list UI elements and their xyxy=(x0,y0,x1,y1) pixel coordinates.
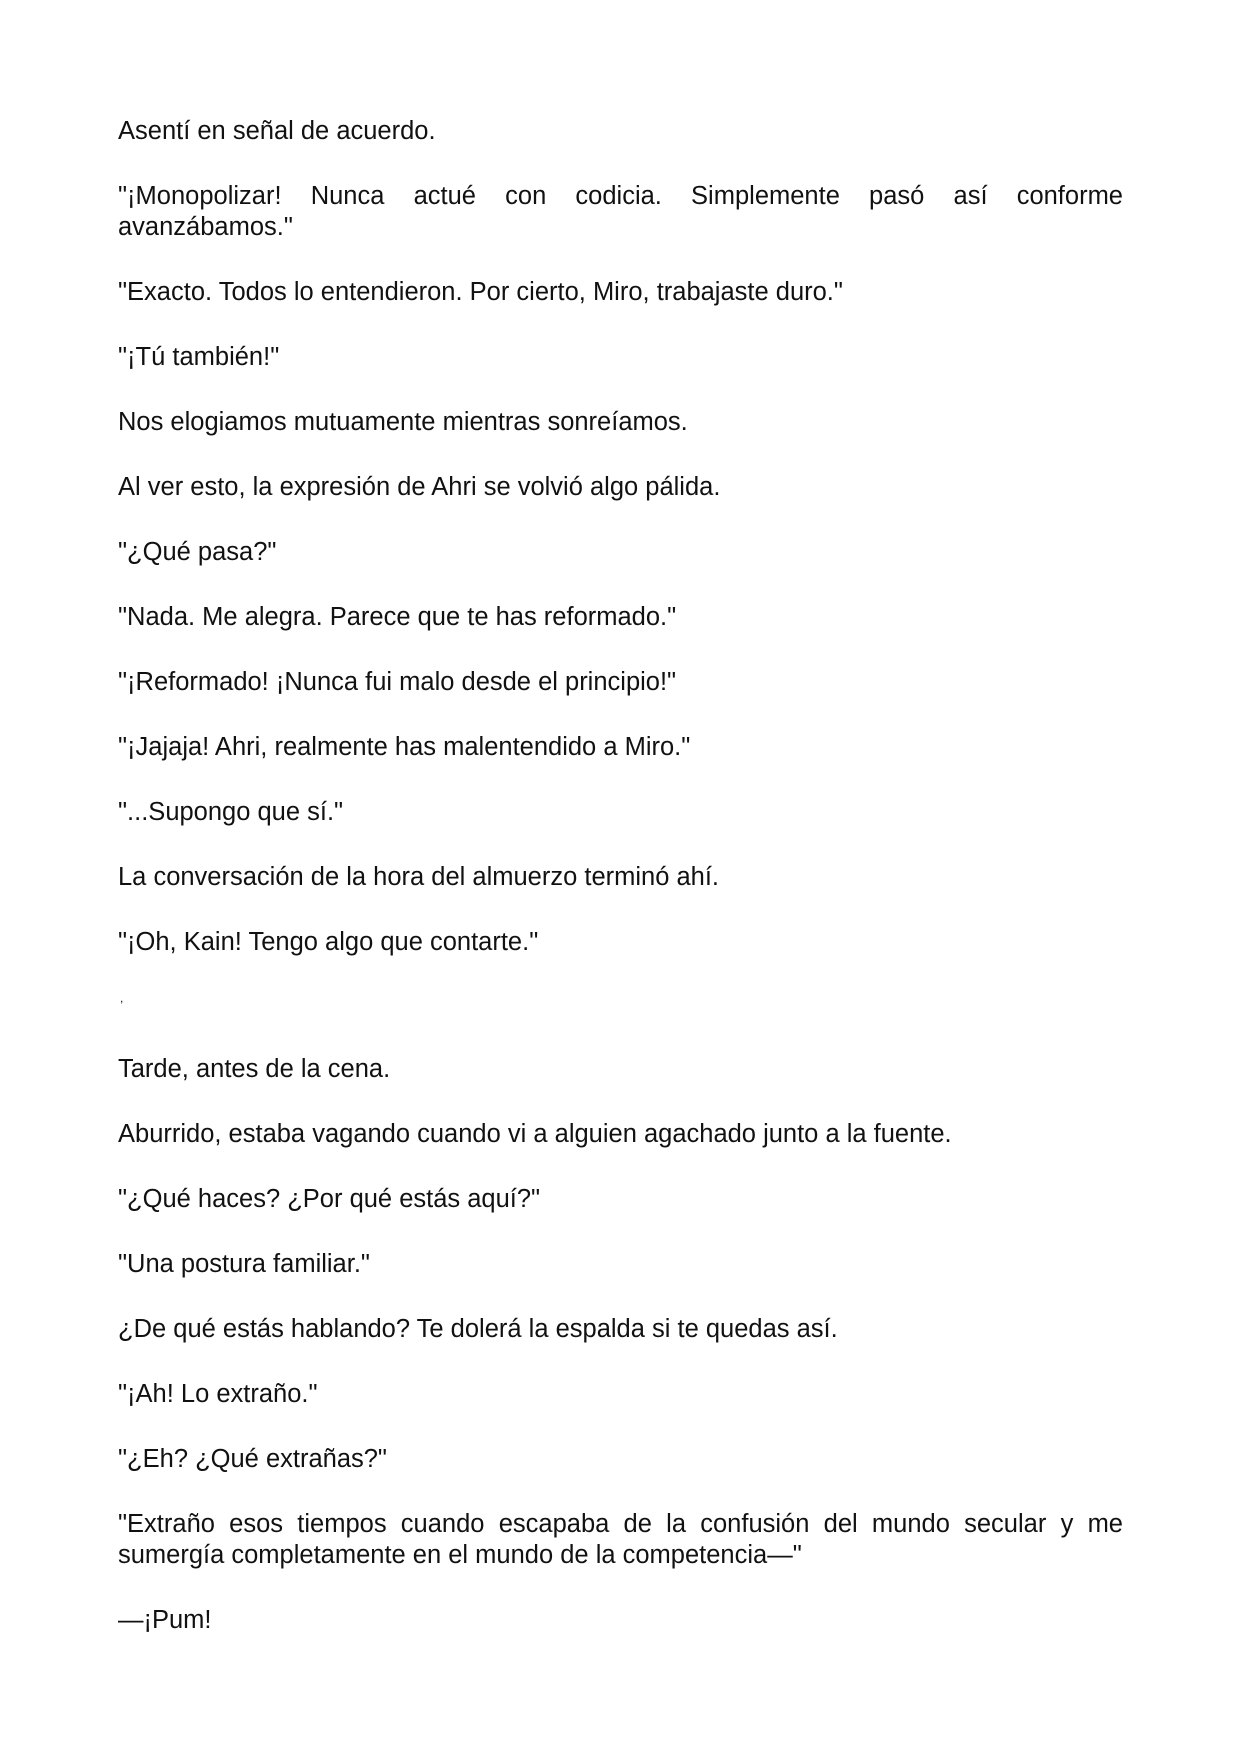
paragraph: La conversación de la hora del almuerzo terminó ahí. xyxy=(118,863,720,891)
paragraph: "Exacto. Todos lo entendieron. Por cierto, Miro, trabajaste duro." xyxy=(118,278,843,306)
paragraph: "¡Reformado! ¡Nunca fui malo desde el principio!" xyxy=(118,668,677,696)
paragraph: ¿De qué estás hablando? Te dolerá la espalda si te quedas así. xyxy=(118,1315,838,1343)
paragraph: "Extraño esos tiempos cuando escapaba de la confusión del mundo secular y me sumergía completamente en el mundo de la competencia—" xyxy=(118,1510,1123,1569)
paragraph: Nos elogiamos mutuamente mientras sonreíamos. xyxy=(118,408,688,436)
text-body xyxy=(118,116,1123,1670)
paragraph: "¡Ah! Lo extraño." xyxy=(118,1380,318,1408)
paragraph: Tarde, antes de la cena. xyxy=(118,1055,391,1083)
paragraph: Aburrido, estaba vagando cuando vi a alguien agachado junto a la fuente. xyxy=(118,1120,952,1148)
paragraph: "¿Qué haces? ¿Por qué estás aquí?" xyxy=(118,1185,541,1213)
paragraph: "¡Tú también!" xyxy=(118,343,280,371)
paragraph: —¡Pum! xyxy=(118,1606,212,1634)
paragraph: "Una postura familiar." xyxy=(118,1250,370,1278)
paragraph: Al ver esto, la expresión de Ahri se volvió algo pálida. xyxy=(118,473,721,501)
paragraph: "¡Oh, Kain! Tengo algo que contarte." xyxy=(118,928,539,956)
paragraph: Asentí en señal de acuerdo. xyxy=(118,117,436,145)
paragraph: "...Supongo que sí." xyxy=(118,798,344,826)
paragraph: "¡Jajaja! Ahri, realmente has malentendido a Miro." xyxy=(118,733,691,761)
paragraph: "¿Eh? ¿Qué extrañas?" xyxy=(118,1445,387,1473)
paragraph: "¡Monopolizar! Nunca actué con codicia. Simplemente pasó así conforme avanzábamos." xyxy=(118,182,1123,241)
scene-break-mark: , xyxy=(120,991,124,1005)
paragraph: "Nada. Me alegra. Parece que te has reformado." xyxy=(118,603,677,631)
paragraph: "¿Qué pasa?" xyxy=(118,538,277,566)
